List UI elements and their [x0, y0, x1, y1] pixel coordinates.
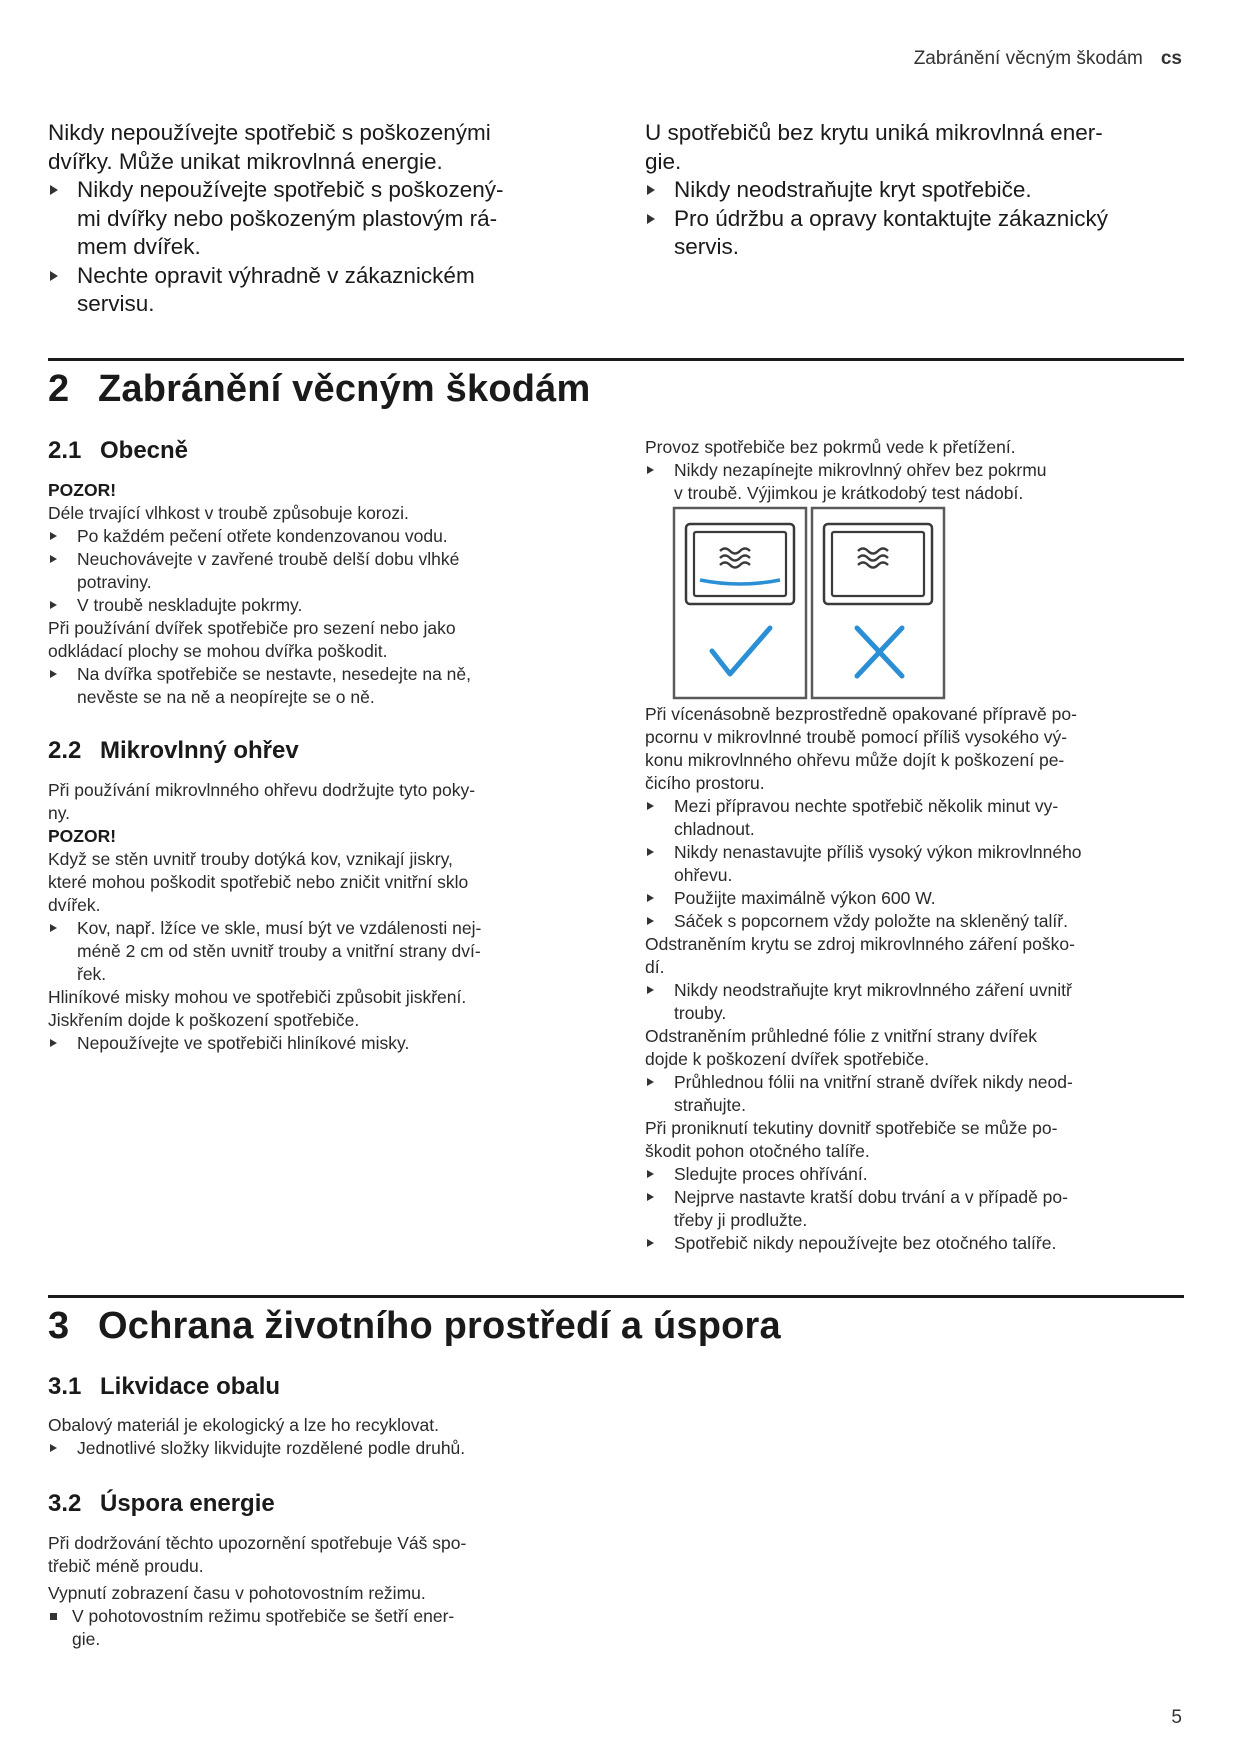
- paragraph-line: škodit pohon otočného talíře.: [645, 1141, 870, 1161]
- section-3-2-heading: [48, 1490, 568, 1518]
- paragraph-line: Odstraněním průhledné fólie z vnitřní strany dvířek: [645, 1026, 1037, 1046]
- bullet-line: méně 2 cm od stěn uvnitř trouby a vnitřní strany dví-: [77, 941, 481, 961]
- section-title: Obecně: [100, 437, 189, 464]
- bullet-arrow-icon: [647, 848, 654, 856]
- panel-correct: [674, 508, 806, 698]
- bullet-arrow-icon: [50, 185, 58, 195]
- language-code: cs: [1160, 48, 1182, 69]
- bullet-arrow-icon: [647, 1078, 654, 1086]
- section-number: 2.1: [48, 437, 82, 464]
- paragraph-line: dvířek.: [48, 895, 101, 915]
- right-column-bottom: [645, 703, 1165, 1255]
- chapter-rule: [48, 1295, 1184, 1298]
- section-title: Likvidace obalu: [100, 1373, 281, 1400]
- bullet-arrow-icon: [647, 1193, 654, 1201]
- bullet-line: servisu.: [77, 291, 155, 316]
- intro-right-bullet-2: [645, 205, 1165, 262]
- section-3-1: [48, 1373, 568, 1460]
- bullet-item: [645, 1163, 1165, 1186]
- paragraph-line: které mohou poškodit spotřebič nebo zničit vnitřní sklo: [48, 872, 469, 892]
- section-2-2: [48, 737, 568, 1055]
- bullet-line: Průhlednou fólii na vnitřní straně dvířek nikdy neod-: [674, 1072, 1073, 1092]
- bullet-line: potraviny.: [77, 572, 152, 592]
- bullet-line: servis.: [674, 234, 740, 259]
- bullet-item: [645, 910, 1165, 933]
- bullet-line: gie.: [72, 1629, 101, 1649]
- paragraph-line: dí.: [645, 957, 665, 977]
- paragraph-line: Když se stěn uvnitř trouby dotýká kov, vznikají jiskry,: [48, 849, 453, 869]
- bullet-arrow-icon: [50, 924, 57, 932]
- bullet-arrow-icon: [647, 214, 655, 224]
- section-number: 3.1: [48, 1373, 82, 1400]
- bullet-arrow-icon: [50, 1039, 57, 1047]
- bullet-item: [48, 1605, 568, 1651]
- bullet-line: Nikdy nenastavujte příliš vysoký výkon mikrovlnného: [674, 842, 1082, 862]
- bullet-arrow-icon: [50, 555, 57, 563]
- paragraph: Déle trvající vlhkost v troubě způsobuje korozi.: [48, 503, 409, 523]
- paragraph-line: Odstraněním krytu se zdroj mikrovlnného záření poško-: [645, 934, 1075, 954]
- warning-label: POZOR!: [48, 826, 117, 846]
- paragraph-line: pcornu v mikrovlnné troubě pomocí příliš vysokého vý-: [645, 727, 1068, 747]
- paragraph-line: ny.: [48, 803, 71, 823]
- paragraph: Obalový materiál je ekologický a lze ho recyklovat.: [48, 1415, 440, 1435]
- paragraph-line: čicího prostoru.: [645, 773, 765, 793]
- section-title: Úspora energie: [100, 1490, 275, 1517]
- bullet-line: straňujte.: [674, 1095, 746, 1115]
- bullet-line: Nejprve nastavte kratší dobu trvání a v případě po-: [674, 1187, 1068, 1207]
- bullet-line: řek.: [77, 964, 107, 984]
- bullet-arrow-icon: [50, 271, 58, 281]
- bullet-line: Mezi přípravou nechte spotřebič několik minut vy-: [674, 796, 1059, 816]
- bullet-item: [645, 1232, 1165, 1255]
- paragraph-line: konu mikrovlnného ohřevu může dojít k poškození pe-: [645, 750, 1065, 770]
- paragraph-line: dojde k poškození dvířek spotřebiče.: [645, 1049, 930, 1069]
- bullet-arrow-icon: [50, 532, 57, 540]
- bullet-arrow-icon: [647, 894, 654, 902]
- bullet-item: [48, 1032, 568, 1055]
- bullet-arrow-icon: [647, 1239, 654, 1247]
- bullet-line: mi dvířky nebo poškozeným plastovým rá-: [77, 205, 498, 231]
- section-2-1: [48, 437, 568, 709]
- bullet-line: Nikdy neodstraňujte kryt mikrovlnného záření uvnitř: [674, 980, 1072, 1000]
- bullet-item: [645, 841, 1165, 887]
- chapter-title: Ochrana životního prostředí a úspora: [98, 1305, 781, 1347]
- bullet-line: Pro údržbu a opravy kontaktujte zákaznický: [674, 205, 1108, 231]
- microwave-empty-icon: [824, 524, 932, 604]
- paragraph-line: Při používání mikrovlnného ohřevu dodržujte tyto poky-: [48, 780, 476, 800]
- warning-label: POZOR!: [48, 480, 117, 500]
- bullet-line: Nikdy neodstraňujte kryt spotřebiče.: [674, 177, 1032, 202]
- bullet-line: V troubě neskladujte pokrmy.: [77, 595, 303, 615]
- bullet-item: [48, 917, 568, 986]
- bullet-item: [48, 594, 568, 617]
- section-3-2: [48, 1490, 568, 1651]
- bullet-item: [48, 525, 568, 548]
- chapter-number: 3: [48, 1305, 70, 1347]
- microwave-with-food-icon: [686, 524, 794, 604]
- section-3-1-heading: [48, 1373, 568, 1401]
- chapter-rule: [48, 358, 1184, 361]
- bullet-line: Jednotlivé složky likvidujte rozdělené podle druhů.: [77, 1438, 466, 1458]
- section-2-2-heading: [48, 737, 568, 765]
- section-title: Mikrovlnný ohřev: [100, 737, 299, 764]
- chapter-number: 2: [48, 368, 70, 410]
- checkmark-icon: [712, 628, 770, 674]
- right-column-top: [645, 436, 1165, 505]
- intro-left-line-2: dvířky. Může unikat mikrovlnná energie.: [48, 148, 443, 174]
- bullet-item: [645, 979, 1165, 1025]
- bullet-arrow-icon: [647, 917, 654, 925]
- bullet-arrow-icon: [647, 986, 654, 994]
- panel-wrong: [812, 508, 944, 698]
- bullet-line: Spotřebič nikdy nepoužívejte bez otočného talíře.: [674, 1233, 1057, 1253]
- chapter-title: Zabránění věcným škodám: [98, 368, 591, 410]
- bullet-item: [645, 887, 1165, 910]
- bullet-line: třeby ji prodlužte.: [674, 1210, 808, 1230]
- intro-right-line-2: gie.: [645, 148, 682, 174]
- bullet-line: Nechte opravit výhradně v zákaznickém: [77, 262, 475, 288]
- bullet-arrow-icon: [647, 185, 655, 195]
- bullet-line: Neuchovávejte v zavřené troubě delší dobu vlhké: [77, 549, 460, 569]
- bullet-arrow-icon: [647, 466, 654, 474]
- bullet-line: chladnout.: [674, 819, 755, 839]
- chapter-3-heading: [48, 1305, 781, 1348]
- bullet-item: [645, 1186, 1165, 1232]
- bullet-item: [48, 548, 568, 594]
- section-2-1-heading: [48, 437, 568, 465]
- paragraph-line: Při používání dvířek spotřebiče pro sezení nebo jako: [48, 618, 456, 638]
- intro-right-bullet-1: [645, 176, 1165, 205]
- paragraph-line: Hliníkové misky mohou ve spotřebiči způsobit jiskření.: [48, 987, 467, 1007]
- paragraph-line: Při vícenásobně bezprostředně opakované přípravě po-: [645, 704, 1077, 724]
- bullet-line: nevěste se na ně a neopírejte se o ně.: [77, 687, 375, 707]
- bullet-line: mem dvířek.: [77, 234, 201, 259]
- section-number: 2.2: [48, 737, 82, 764]
- square-bullet-icon: [50, 1613, 57, 1620]
- popcorn-usage-figure: [672, 506, 946, 701]
- bullet-line: v troubě. Výjimkou je krátkodobý test nádobí.: [674, 483, 1024, 503]
- intro-right: [645, 119, 1165, 262]
- bullet-line: Nikdy nezapínejte mikrovlnný ohřev bez pokrmu: [674, 460, 1047, 480]
- bullet-line: Sledujte proces ohřívání.: [674, 1164, 868, 1184]
- bullet-item: [48, 1437, 568, 1460]
- paragraph: Provoz spotřebiče bez pokrmů vede k přetížení.: [645, 437, 1016, 457]
- bullet-item: [645, 1071, 1165, 1117]
- figure-svg: [672, 506, 946, 701]
- paragraph-line: Jiskřením dojde k poškození spotřebiče.: [48, 1010, 360, 1030]
- bullet-line: Sáček s popcornem vždy položte na skleněný talíř.: [674, 911, 1068, 931]
- intro-left: [48, 119, 568, 319]
- bullet-line: Použijte maximálně výkon 600 W.: [674, 888, 936, 908]
- paragraph-line: třebič méně proudu.: [48, 1556, 204, 1576]
- running-header: [914, 48, 1182, 70]
- running-header-title: Zabránění věcným škodám: [913, 48, 1143, 69]
- bullet-line: Na dvířka spotřebiče se nestavte, nesedejte na ně,: [77, 664, 471, 684]
- bullet-line: Nepoužívejte ve spotřebiči hliníkové misky.: [77, 1033, 410, 1053]
- bullet-item: [645, 795, 1165, 841]
- intro-left-bullet-2: [48, 262, 568, 319]
- intro-right-line-1: U spotřebičů bez krytu uniká mikrovlnná ener-: [645, 120, 1103, 145]
- paragraph-line: odkládací plochy se mohou dvířka poškodit.: [48, 641, 388, 661]
- bullet-line: Nikdy nepoužívejte spotřebič s poškozený-: [77, 177, 504, 202]
- bullet-item: [48, 663, 568, 709]
- paragraph-line: Při proniknutí tekutiny dovnitř spotřebiče se může po-: [645, 1118, 1058, 1138]
- paragraph-line: Při dodržování těchto upozornění spotřebuje Váš spo-: [48, 1533, 467, 1553]
- page-number: 5: [1171, 1707, 1182, 1728]
- bullet-line: ohřevu.: [674, 865, 733, 885]
- cross-icon: [857, 628, 902, 676]
- bullet-arrow-icon: [50, 1444, 57, 1452]
- section-number: 3.2: [48, 1490, 82, 1517]
- bullet-arrow-icon: [647, 1170, 654, 1178]
- bullet-line: trouby.: [674, 1003, 727, 1023]
- bullet-arrow-icon: [50, 601, 57, 609]
- chapter-2-heading: [48, 368, 590, 411]
- bullet-line: Kov, např. lžíce ve skle, musí být ve vzdálenosti nej-: [77, 918, 482, 938]
- bullet-arrow-icon: [50, 670, 57, 678]
- paragraph: Vypnutí zobrazení času v pohotovostním režimu.: [48, 1583, 426, 1603]
- bullet-line: Po každém pečení otřete kondenzovanou vodu.: [77, 526, 448, 546]
- intro-left-bullet-1: [48, 176, 568, 262]
- bullet-line: V pohotovostním režimu spotřebiče se šetří ener-: [72, 1606, 455, 1626]
- intro-left-line-1: Nikdy nepoužívejte spotřebič s poškozenými: [48, 120, 491, 145]
- bullet-item: [645, 459, 1165, 505]
- bullet-arrow-icon: [647, 802, 654, 810]
